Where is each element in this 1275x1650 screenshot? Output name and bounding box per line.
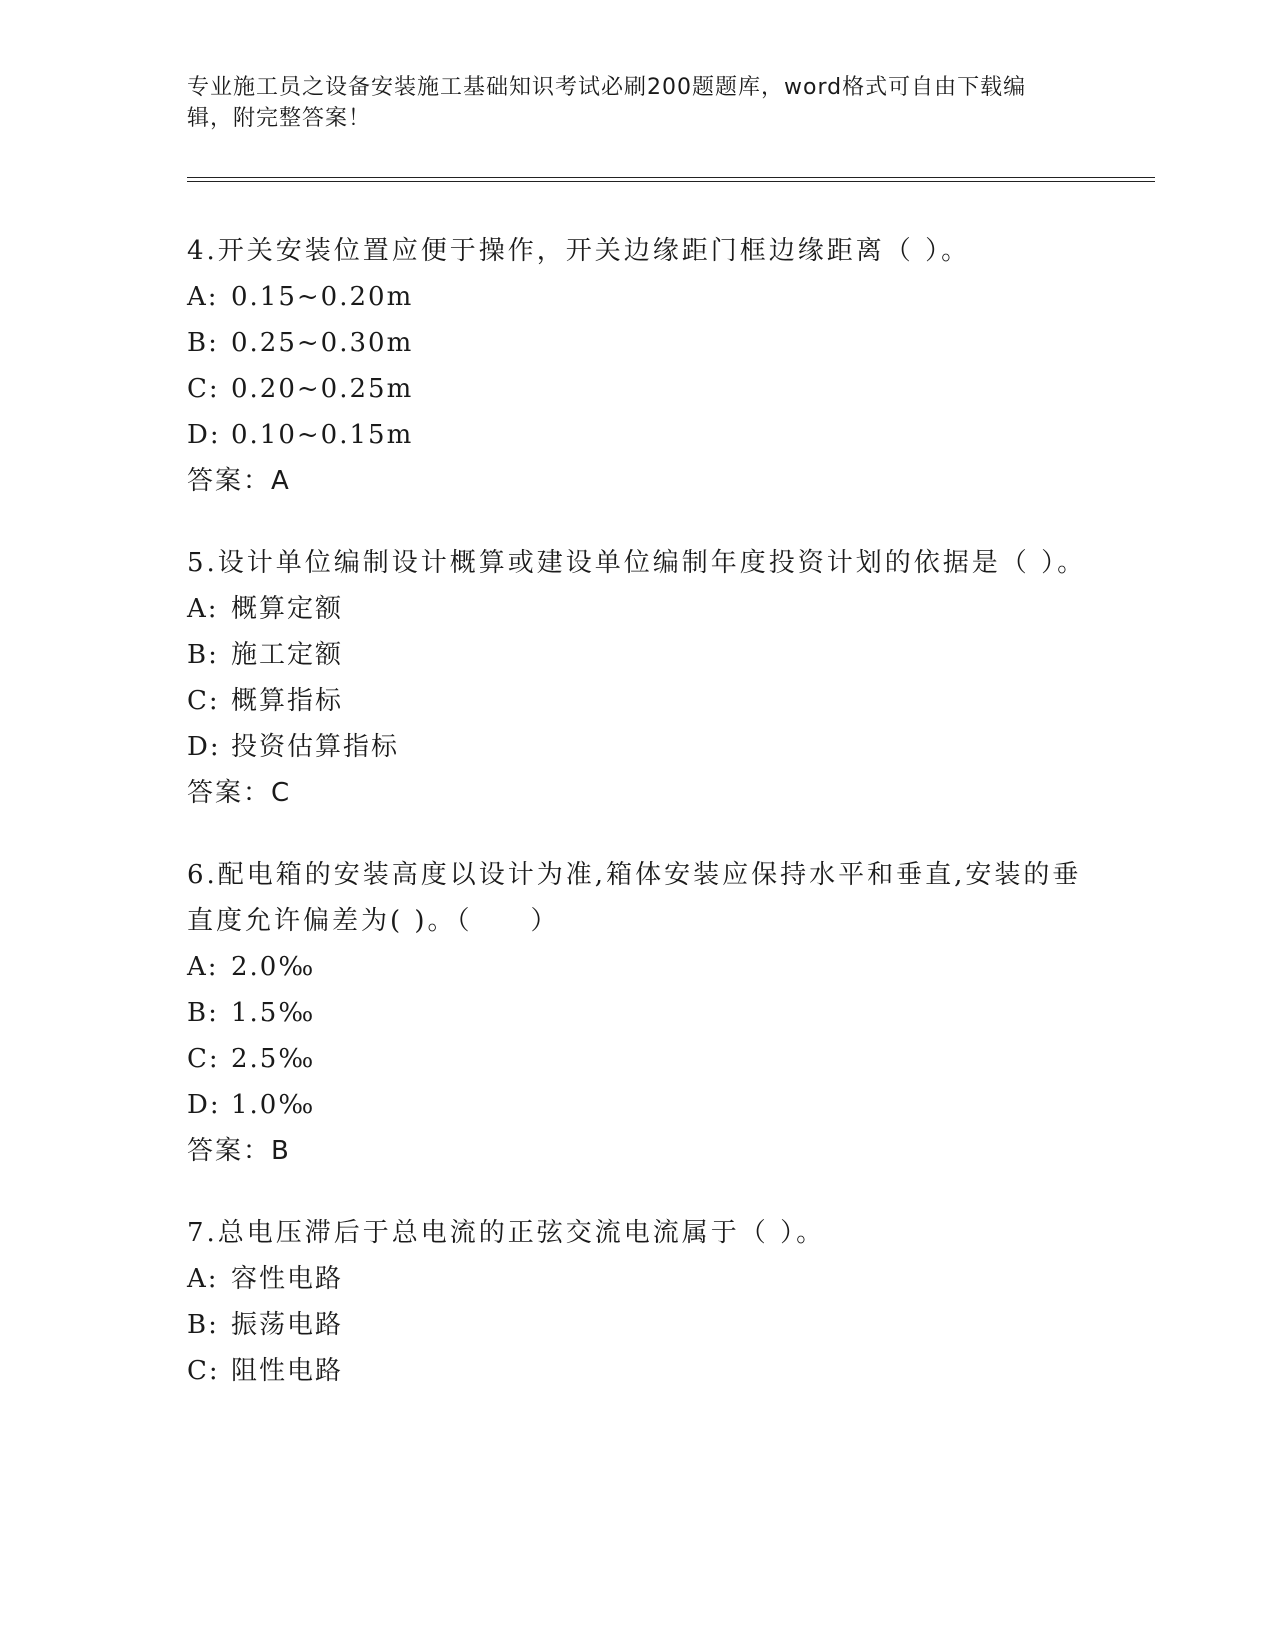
- option-text: 振荡电路: [231, 1310, 344, 1340]
- option-text: 施工定额: [231, 640, 344, 670]
- option-key: B:: [187, 998, 219, 1028]
- question-6: [187, 852, 1087, 1174]
- option-a: [187, 944, 1087, 990]
- document-header: 专业施工员之设备安装施工基础知识考试必刷200题题库，word格式可自由下载编辑，附完整答案！: [187, 75, 1027, 131]
- option-key: A:: [187, 1264, 219, 1294]
- option-key: A:: [187, 952, 219, 982]
- option-text: 0.20~0.25m: [231, 374, 414, 404]
- option-a: [187, 586, 1087, 632]
- option-key: C:: [187, 1044, 220, 1074]
- option-text: 2.5‰: [231, 1044, 316, 1074]
- answer-line: 答案：B: [187, 1136, 291, 1166]
- option-key: D:: [187, 732, 221, 762]
- option-text: 容性电路: [231, 1264, 344, 1294]
- option-text: 0.10~0.15m: [231, 420, 414, 450]
- option-d: [187, 412, 1087, 458]
- option-text: 2.0‰: [231, 952, 316, 982]
- option-b: [187, 320, 1087, 366]
- question-stem: 5.设计单位编制设计概算或建设单位编制年度投资计划的依据是（ ）。: [187, 548, 1087, 578]
- option-key: B:: [187, 1310, 219, 1340]
- answer-line: 答案：A: [187, 466, 291, 496]
- option-key: D:: [187, 1090, 221, 1120]
- option-key: C:: [187, 686, 220, 716]
- option-d: [187, 1082, 1087, 1128]
- option-key: A:: [187, 282, 219, 312]
- option-c: [187, 1348, 1087, 1394]
- question-5: [187, 540, 1087, 816]
- option-text: 1.5‰: [231, 998, 316, 1028]
- option-key: A:: [187, 594, 219, 624]
- header-divider-bottom: [187, 181, 1155, 182]
- option-key: C:: [187, 374, 220, 404]
- answer-line: 答案：C: [187, 778, 292, 808]
- option-text: 0.25~0.30m: [231, 328, 414, 358]
- option-text: 阻性电路: [231, 1356, 344, 1386]
- option-a: [187, 274, 1087, 320]
- option-text: 概算定额: [231, 594, 344, 624]
- option-text: 概算指标: [231, 686, 344, 716]
- option-c: [187, 678, 1087, 724]
- option-text: 投资估算指标: [231, 732, 400, 762]
- option-c: [187, 366, 1087, 412]
- option-b: [187, 1302, 1087, 1348]
- question-7: [187, 1210, 1087, 1394]
- option-key: D:: [187, 420, 221, 450]
- option-b: [187, 632, 1087, 678]
- question-list: [187, 228, 1087, 1430]
- option-key: C:: [187, 1356, 220, 1386]
- option-text: 1.0‰: [231, 1090, 316, 1120]
- option-c: [187, 1036, 1087, 1082]
- question-4: [187, 228, 1087, 504]
- question-stem: 7.总电压滞后于总电流的正弦交流电流属于（ ）。: [187, 1218, 826, 1248]
- option-key: B:: [187, 640, 219, 670]
- option-b: [187, 990, 1087, 1036]
- option-d: [187, 724, 1087, 770]
- question-stem: 4.开关安装位置应便于操作，开关边缘距门框边缘距离（ ）。: [187, 236, 971, 266]
- header-divider-top: [187, 177, 1155, 178]
- option-key: B:: [187, 328, 219, 358]
- option-text: 0.15~0.20m: [231, 282, 414, 312]
- question-stem: 6.配电箱的安装高度以设计为准,箱体安装应保持水平和垂直,安装的垂直度允许偏差为( )。（ ）: [187, 860, 1082, 936]
- option-a: [187, 1256, 1087, 1302]
